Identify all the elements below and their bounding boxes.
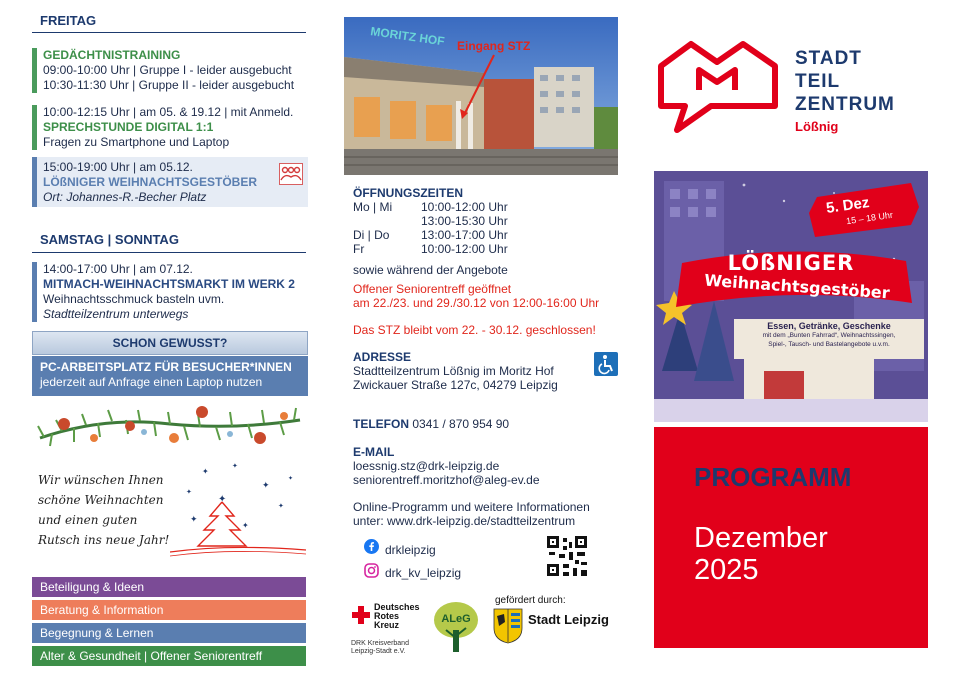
accessibility-icon: [594, 352, 618, 376]
photo-sign: MORITZ HOF: [369, 24, 446, 49]
event-line: 10:30-11:30 Uhr | Gruppe II - leider ausgebucht: [43, 78, 295, 92]
poster-subtitle-detail: Spiel-, Tausch- und Bastelangebote u.v.m.: [768, 341, 890, 348]
poster-date: 5. Dez: [825, 194, 871, 217]
drk-logo-text: Deutsches Rotes Kreuz: [374, 602, 420, 630]
event-title: MITMACH-WEIHNACHTSMARKT IM WERK 2: [43, 277, 295, 291]
phone-label: TELEFON: [353, 417, 409, 431]
poster-title-line2: Weihnachtsgestöber: [703, 270, 891, 303]
photo-label: Eingang STZ: [457, 39, 531, 53]
category-beteiligung: Beteiligung & Ideen: [32, 577, 306, 597]
pc-text: jederzeit auf Anfrage einen Laptop nutzen: [40, 375, 263, 389]
svg-text:✦: ✦: [190, 514, 198, 524]
hours-day: [353, 214, 421, 228]
hours-heading: ÖFFNUNGSZEITEN: [353, 186, 463, 200]
poster-subtitle-detail: mit dem „Bunten Fahrrad“, Weihnachtssingen,: [762, 332, 896, 339]
event-line: 14:00-17:00 Uhr | am 07.12.: [43, 262, 193, 276]
facebook-handle[interactable]: drkleipzig: [385, 543, 436, 557]
address-line1: Stadtteilzentrum Lößnig im Moritz Hof: [353, 364, 554, 378]
svg-text:✦: ✦: [218, 494, 227, 505]
program-year: 2025: [694, 554, 759, 586]
event-title: GEDÄCHTNISTRAINING: [43, 48, 181, 62]
pc-title: PC-ARBEITSPLATZ FÜR BESUCHER*INNEN: [40, 360, 292, 374]
event-line: Weihnachtsschmuck basteln uvm.: [43, 292, 225, 306]
svg-text:✦: ✦: [278, 503, 284, 510]
divider: [32, 32, 306, 33]
hours-day: Fr: [353, 242, 365, 256]
category-alter-gesundheit: Alter & Gesundheit | Offener Seniorentreff: [32, 646, 306, 666]
hours-time: 10:00-12:00 Uhr: [421, 242, 508, 256]
category-beratung: Beratung & Information: [32, 600, 306, 620]
event-line: 15:00-19:00 Uhr | am 05.12.: [43, 160, 193, 174]
hours-row: [353, 228, 508, 242]
city-name: Stadt Leipzig: [528, 612, 609, 627]
freitag-heading: FREITAG: [40, 13, 97, 28]
logo-line-teil: TEIL: [795, 71, 841, 92]
event-poster: [654, 171, 928, 422]
logo-line-zentrum: ZENTRUM: [795, 94, 895, 115]
people-icon: [279, 163, 303, 185]
poster-time: 15 – 18 Uhr: [845, 209, 894, 227]
drk-kreisverband: DRK Kreisverband Leipzig-Stadt e.V.: [351, 640, 409, 655]
email-link-stz[interactable]: loessnig.stz@drk-leipzig.de: [353, 459, 500, 473]
closed-notice: Das STZ bleibt vom 22. - 30.12. geschlossen!: [353, 323, 596, 337]
hours-time: 13:00-17:00 Uhr: [421, 228, 508, 242]
senior-open-line2: am 22./23. und 29./30.12 von 12:00-16:00 Uhr: [353, 296, 600, 310]
event-line: 10:00-12:15 Uhr | am 05. & 19.12 | mit Anmeld.: [43, 105, 294, 119]
hours-row: [353, 242, 508, 256]
hours-row: [353, 200, 508, 214]
online-info-line2[interactable]: unter: www.drk-leipzig.de/stadtteilzentrum: [353, 514, 576, 528]
hours-time: 10:00-12:00 Uhr: [421, 200, 508, 214]
hours-table: [353, 200, 508, 256]
divider: [32, 252, 306, 253]
aleg-tree-logo: [432, 600, 480, 654]
phone-line: [353, 417, 509, 431]
svg-text:✦: ✦: [262, 480, 270, 490]
greeting-line: Rutsch ins neue Jahr!: [38, 533, 170, 547]
facebook-icon: [364, 539, 379, 554]
address-heading: ADRESSE: [353, 350, 412, 364]
instagram-icon: [364, 563, 379, 578]
samstag-heading: SAMSTAG | SONNTAG: [40, 232, 179, 247]
event-weihnachtsgestoeber: [32, 157, 308, 207]
schon-gewusst-banner: SCHON GEWUSST?: [32, 331, 308, 355]
hours-note: sowie während der Angebote: [353, 263, 508, 277]
svg-text:✦: ✦: [288, 476, 294, 482]
email-heading: E-MAIL: [353, 445, 395, 459]
event-title: LÖßNIGER WEIHNACHTSGESTÖBER: [43, 175, 258, 189]
pine-garland-illustration: [34, 402, 306, 458]
svg-text:✦: ✦: [186, 489, 192, 496]
event-line: Fragen zu Smartphone und Laptop: [43, 135, 230, 149]
hours-day: Di | Do: [353, 228, 390, 242]
event-weihnachtsmarkt: [32, 262, 308, 322]
qr-code: [545, 534, 589, 578]
poster-subtitle-box: [734, 319, 924, 359]
category-begegnung: Begegnung & Lernen: [32, 623, 306, 643]
svg-text:✦: ✦: [232, 463, 238, 470]
logo-line-stadt: STADT: [795, 48, 862, 69]
hours-row: [353, 214, 508, 228]
event-location: Ort: Johannes-R.-Becher Platz: [43, 190, 207, 204]
instagram-handle[interactable]: drk_kv_leipzig: [385, 566, 462, 580]
program-box: [654, 427, 928, 648]
senior-open-line1: Offener Seniorentreff geöffnet: [353, 282, 512, 296]
svg-text:✦: ✦: [242, 521, 249, 530]
stadtteilzentrum-logo-icon: [655, 30, 781, 136]
address-line2: Zwickauer Straße 127c, 04279 Leipzig: [353, 378, 558, 392]
logo-subtitle: Lößnig: [795, 119, 839, 134]
greeting-line: Wir wünschen Ihnen: [38, 473, 164, 487]
event-gedaechtnistraining: [32, 48, 308, 93]
aleg-label: ALeG: [441, 613, 471, 625]
svg-text:✦: ✦: [202, 467, 209, 476]
city-coat-of-arms-icon: [493, 608, 523, 644]
event-line: 09:00-10:00 Uhr | Gruppe I - leider ausgebucht: [43, 63, 292, 77]
greeting-line: und einen guten: [38, 513, 138, 527]
pc-arbeitsplatz-box: [32, 356, 308, 396]
phone-number[interactable]: 0341 / 870 954 90: [412, 417, 510, 431]
email-link-seniorentreff[interactable]: seniorentreff.moritzhof@aleg-ev.de: [353, 473, 540, 487]
greeting-line: schöne Weihnachten: [38, 493, 164, 507]
funded-by-label: gefördert durch:: [495, 595, 566, 606]
event-sprechstunde: [32, 105, 308, 150]
event-note: Stadtteilzentrum unterwegs: [43, 307, 189, 321]
red-cross-icon: [351, 605, 371, 625]
event-title: SPRECHSTUNDE DIGITAL 1:1: [43, 120, 214, 134]
program-month: Dezember: [694, 522, 828, 554]
logo-wordmark: [795, 47, 895, 134]
christmas-tree-illustration: [170, 458, 308, 560]
online-info-line1: Online-Programm und weitere Informationen: [353, 500, 590, 514]
poster-subtitle: Essen, Getränke, Geschenke: [767, 321, 891, 331]
hours-time: 13:00-15:30 Uhr: [421, 214, 508, 228]
hours-day: Mo | Mi: [353, 200, 393, 214]
poster-title-line1: LÖßNIGER: [727, 251, 855, 275]
program-title: PROGRAMM: [694, 462, 852, 492]
